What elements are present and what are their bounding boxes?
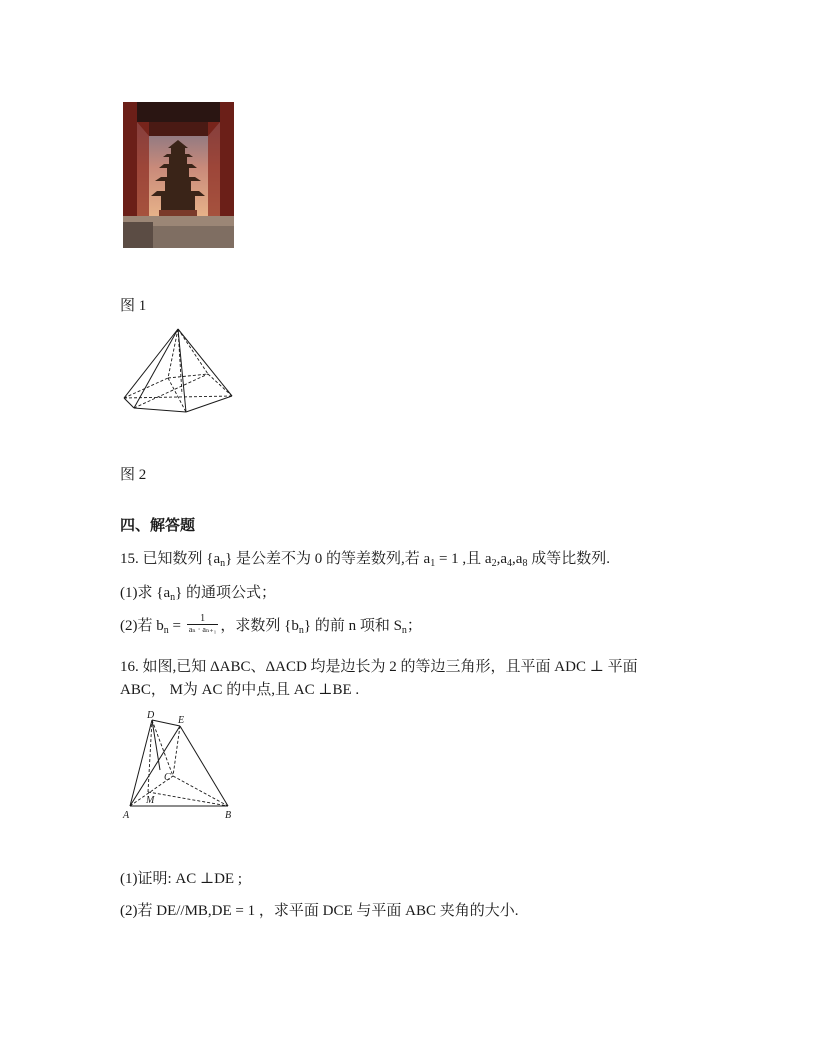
q16-part2: (2)若 DE//MB,DE = 1 ，求平面 DCE 与平面 ABC 夹角的大小. [120, 903, 519, 919]
q15-part1-sub-n: n [170, 592, 176, 603]
q15-text-d: ,a [496, 551, 508, 567]
q15-part1-b: } 的通项公式； [175, 585, 277, 601]
pagoda-photo [123, 102, 234, 248]
fraction-numerator: 1 [187, 613, 219, 625]
q15-text-f: 成等比数列. [527, 551, 610, 567]
label-M: M [146, 795, 155, 806]
q15-text-e: ,a [512, 551, 523, 567]
q16-part1: (1)证明: AC ⊥DE ; [120, 871, 243, 887]
pyramid-diagram [120, 326, 238, 423]
label-A: A [123, 810, 130, 821]
q15-sub-1: 1 [430, 558, 436, 569]
q15-part2-sub-n2: n [298, 625, 304, 636]
label-D: D [147, 710, 155, 721]
q15-text-a: 15. 已知数列 {a [120, 551, 221, 567]
figure1-caption: 图 1 [120, 298, 147, 314]
q15-sub-n: n [220, 558, 226, 569]
q15-part2-c: } 的前 n 项和 S [303, 618, 402, 634]
q15-part2 [120, 614, 422, 638]
label-C: C [164, 772, 171, 783]
figure2-caption: 图 2 [120, 467, 147, 483]
label-E: E [178, 715, 185, 726]
q15-part2-a: (2)若 b [120, 618, 164, 634]
q15-part2-sub-n: n [163, 625, 169, 636]
q15-part1 [120, 581, 276, 603]
q15-part2-eq: = [168, 618, 185, 634]
q16-line1: 16. 如图,已知 ΔABC、ΔACD 均是边长为 2 的等边三角形，且平面 ADC ⊥ 平面 [120, 659, 638, 675]
q15-statement [120, 547, 610, 569]
q15-text-b: } 是公差不为 0 的等差数列,若 a [225, 551, 431, 567]
q15-part2-b: ，求数列 {b [220, 618, 299, 634]
q15-fraction [187, 613, 219, 635]
q15-part2-sub-n3: n [401, 625, 407, 636]
fraction-denominator: aₙ · aₙ₊₁ [188, 624, 217, 634]
q15-sub-8: 8 [522, 558, 528, 569]
q16-line2: ABC， M为 AC 的中点,且 AC ⊥BE . [120, 682, 360, 698]
q15-part2-d: ； [406, 618, 422, 634]
q15-text-c: = 1 ,且 a [435, 551, 492, 567]
section-heading: 四、解答题 [120, 518, 196, 534]
q15-part1-a: (1)求 {a [120, 585, 171, 601]
label-B: B [225, 810, 232, 821]
geometry-diagram [118, 708, 242, 829]
q15-sub-2: 2 [491, 558, 497, 569]
q15-sub-4: 4 [507, 558, 513, 569]
